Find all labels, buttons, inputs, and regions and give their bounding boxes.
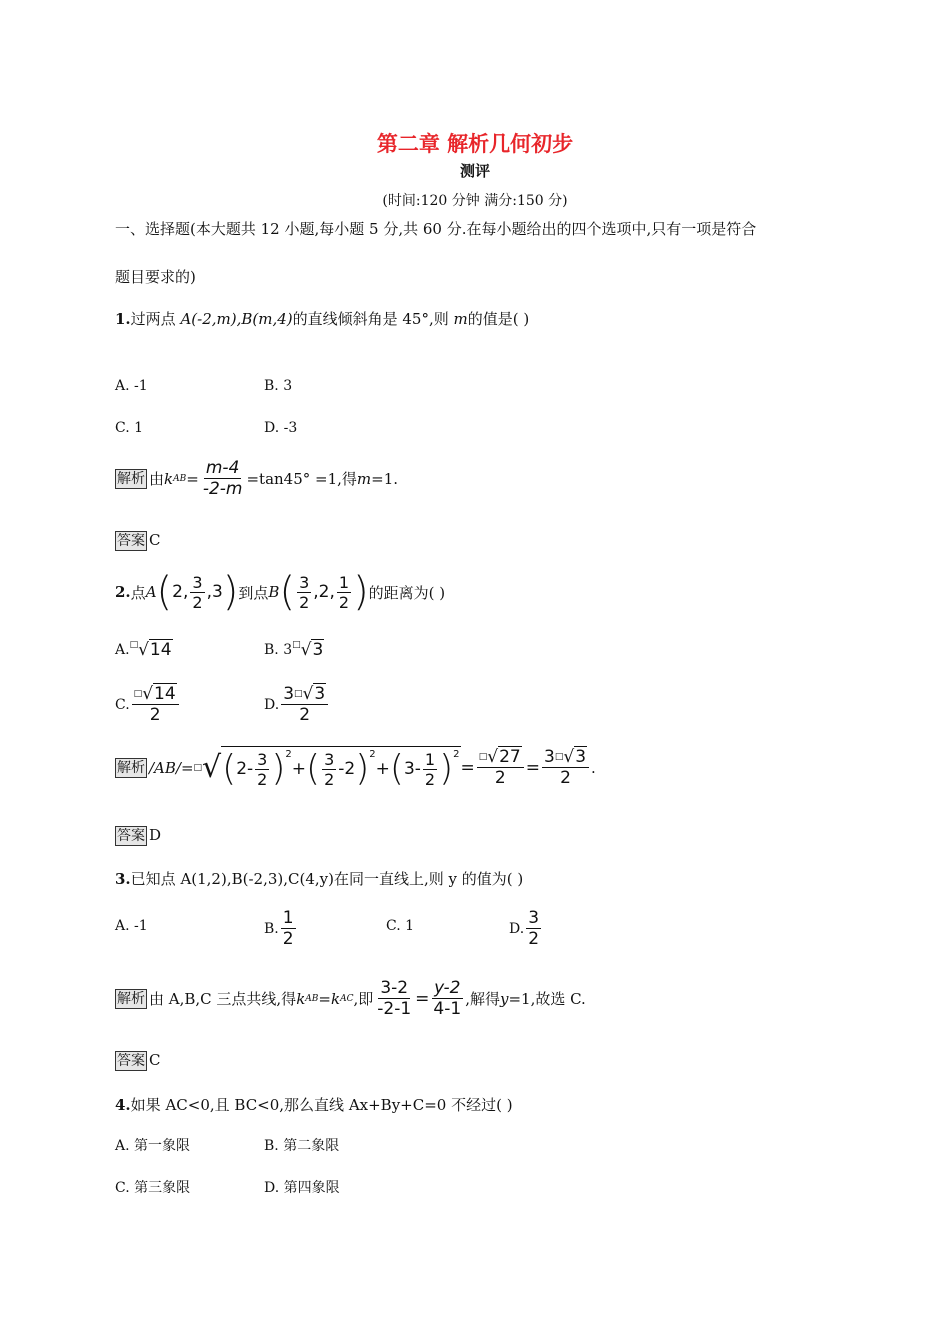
q2-option-c[interactable]: [115, 684, 181, 725]
q1-answer: [115, 531, 160, 551]
right-paren: ): [271, 748, 286, 789]
q4-option-c[interactable]: C. 第三象限: [115, 1180, 191, 1196]
option-label: B.: [264, 920, 279, 937]
term-text: -2: [338, 759, 356, 779]
question-3-stem: [115, 868, 523, 889]
radicand: 27: [499, 747, 521, 767]
page-subtitle: 测评: [459, 162, 490, 180]
fraction-numerator: 3: [528, 908, 540, 928]
fraction-denominator: 2: [528, 929, 540, 949]
exponent: 2: [453, 749, 460, 760]
term-fraction: [322, 750, 336, 789]
fraction-denominator: 4-1: [433, 999, 462, 1019]
fraction-numerator: □√14: [132, 684, 179, 705]
stem-text: 的直线倾斜角是 45°,则: [292, 310, 454, 328]
page-title: 第二章 解析几何初步: [376, 132, 574, 156]
slope-subscript: AB: [305, 993, 319, 1004]
equals-sign: =: [460, 757, 475, 778]
period: .: [591, 758, 596, 777]
term-fraction: [423, 750, 437, 789]
question-number: 3.: [115, 870, 131, 888]
fraction-denominator: 2: [299, 705, 311, 725]
option-label: D.: [264, 696, 280, 713]
q3-option-b[interactable]: [264, 908, 298, 949]
radicand: 3: [314, 684, 326, 704]
option-label: C.: [115, 696, 130, 713]
fraction-denominator: -2-1: [377, 999, 412, 1019]
stem-text: 如果 AC<0,且 BC<0,那么直线 Ax+By+C=0 不经过( ): [130, 1096, 513, 1114]
coord-text: 2,: [172, 582, 189, 602]
fraction-denominator: 2: [324, 769, 335, 789]
option-label: A.: [115, 642, 130, 658]
option-fraction: [526, 908, 541, 949]
slope-fraction: [201, 458, 245, 499]
radicand: 14: [154, 684, 176, 704]
slope-symbol: k: [330, 989, 341, 1008]
stem-text: 到点: [238, 583, 269, 602]
analysis-tag: 解析: [117, 470, 145, 487]
term-text: 3-: [403, 759, 421, 779]
fraction-denominator: 2: [192, 592, 203, 612]
question-4-stem: [115, 1094, 513, 1115]
left-paren: (: [156, 569, 173, 615]
answer-tag: 答案: [117, 1053, 145, 1069]
sqrt-expression: □√14: [129, 640, 172, 660]
q3-solution: [115, 978, 586, 1019]
fraction-numerator: 3: [257, 749, 268, 769]
solution-text: ,即: [353, 990, 374, 1008]
q2-option-d[interactable]: [264, 684, 330, 725]
stem-text: 已知点 A(1,2),B(-2,3),C(4,y)在同一直线上,则 y 的值为( ): [130, 870, 524, 888]
plus-sign: +: [375, 759, 390, 779]
term-fraction: [255, 750, 269, 789]
fraction-numerator: 3: [192, 572, 203, 592]
stem-text: 的值是( ): [467, 310, 530, 328]
equals-sign: =: [186, 469, 199, 488]
q4-option-a[interactable]: A. 第一象限: [115, 1138, 191, 1154]
result-fraction: [542, 747, 589, 788]
fraction-numerator: 3-2: [380, 978, 409, 998]
option-fraction: [281, 684, 328, 725]
coord-text: ,2,: [313, 582, 335, 602]
coord-fraction: [190, 573, 204, 612]
variable-m: m: [356, 469, 372, 488]
fraction-numerator: 3: [324, 749, 335, 769]
answer-tag: 答案: [117, 533, 145, 549]
question-2-stem: [115, 569, 446, 615]
slope-fraction: [431, 978, 463, 1019]
distance-sqrt: □ √ ( 2- $\frac{3}{2}$ ) $^2$ + ( $\frac{3}{2}$ -2 ) $^2$ + ( 3- $\frac{1}{2}$ ) $^2$: [193, 748, 460, 789]
right-paren: ): [353, 569, 369, 615]
question-number: 2.: [115, 583, 131, 601]
equals-sign: =: [415, 988, 430, 1009]
fraction-denominator: 2: [560, 768, 571, 788]
coord-text: ,3: [206, 582, 223, 602]
q3-answer: [115, 1051, 160, 1071]
section-heading-line1: 一、选择题(本大题共 12 小题,每小题 5 分,共 60 分.在每小题给出的四个选项中,只有一项是符合: [115, 220, 757, 238]
left-paren: (: [306, 748, 321, 789]
fraction-numerator: 1: [282, 908, 294, 928]
question-number: 4.: [115, 1096, 131, 1114]
exponent: 2: [369, 749, 376, 760]
slope-subscript: AC: [340, 993, 354, 1004]
answer-value: C: [149, 531, 161, 549]
fraction-denominator: 2: [494, 768, 506, 788]
option-label: D.: [509, 920, 525, 937]
option-fraction: [281, 908, 296, 949]
option-label: B. 3: [264, 642, 293, 658]
q1-option-c[interactable]: C. 1: [115, 420, 144, 436]
q4-option-b[interactable]: B. 第二象限: [264, 1138, 340, 1154]
analysis-tag: 解析: [117, 990, 145, 1007]
coefficient: 3: [544, 747, 555, 767]
radicand: 3: [575, 747, 587, 767]
q3-option-a[interactable]: A. -1: [115, 918, 148, 934]
fraction-numerator: m-4: [205, 458, 240, 478]
radicand: 3: [312, 640, 324, 660]
answer-value: C: [149, 1051, 161, 1069]
coord-fraction: [337, 573, 351, 612]
option-fraction: [132, 684, 179, 725]
radicand: 14: [149, 640, 172, 660]
fraction-numerator: 3□√3: [281, 684, 328, 705]
solution-text: =1.: [371, 469, 399, 488]
right-paren: ): [439, 748, 454, 789]
equals-sign: =: [525, 757, 540, 778]
q2-solution: [115, 746, 596, 789]
left-paren: (: [222, 748, 237, 789]
fraction-denominator: 2: [149, 705, 161, 725]
left-paren: (: [389, 748, 404, 789]
distance-label: /AB/=: [149, 758, 194, 777]
q1-option-d[interactable]: D. -3: [264, 420, 298, 436]
right-paren: ): [355, 748, 370, 789]
variable-y: y: [499, 989, 509, 1008]
plus-sign: +: [291, 759, 307, 779]
time-info: (时间:120 分钟 满分:150 分): [382, 193, 568, 209]
stem-text: 过两点: [130, 310, 181, 328]
left-paren: (: [279, 569, 296, 615]
variable-m: m: [453, 310, 468, 328]
stem-text: 的距离为( ): [368, 583, 446, 602]
fraction-numerator: 1: [338, 572, 350, 592]
fraction-numerator: y-2: [434, 978, 461, 998]
q1-solution: [115, 458, 398, 499]
fraction-numerator: □√27: [477, 747, 524, 768]
answer-tag: 答案: [117, 828, 145, 844]
coord-fraction: [297, 573, 311, 612]
fraction-denominator: 2: [257, 769, 268, 789]
slope-symbol: k: [164, 469, 174, 488]
solution-text: 由: [149, 470, 165, 488]
fraction-denominator: 2: [424, 769, 436, 789]
answer-value: D: [149, 826, 162, 844]
fraction-numerator: 3: [299, 572, 310, 592]
exponent: 2: [285, 749, 292, 760]
right-paren: ): [222, 569, 239, 615]
coefficient: 3: [283, 684, 295, 704]
question-1-stem: [115, 308, 529, 329]
fraction-denominator: -2-m: [202, 479, 243, 499]
solution-text: =1,故选 C.: [508, 990, 586, 1008]
question-number: 1.: [115, 310, 131, 328]
radicand: [221, 746, 460, 789]
fraction-denominator: 2: [338, 592, 350, 612]
q2-option-a[interactable]: [115, 640, 173, 660]
solution-text: 由 A,B,C 三点共线,得: [149, 990, 297, 1008]
solution-text: ,解得: [465, 990, 500, 1008]
slope-fraction: [375, 978, 413, 1019]
slope-subscript: AB: [173, 473, 187, 484]
q2-option-b[interactable]: [264, 640, 324, 660]
q3-option-c[interactable]: C. 1: [386, 918, 415, 934]
stem-text: 点: [130, 583, 146, 602]
term-text: 2-: [236, 759, 254, 779]
fraction-numerator: 1: [424, 749, 436, 769]
point-b-label: B: [268, 583, 280, 601]
fraction-denominator: 2: [299, 592, 310, 612]
equals-sign: =: [318, 989, 331, 1008]
points-text: A(-2,m),B(m,4): [180, 310, 293, 328]
solution-text: =tan45° =1,得: [246, 470, 357, 488]
q4-option-d[interactable]: D. 第四象限: [264, 1180, 340, 1196]
analysis-tag: 解析: [117, 759, 145, 776]
q3-option-d[interactable]: [509, 908, 543, 949]
fraction-numerator: 3□√3: [542, 747, 589, 768]
q2-answer: [115, 826, 161, 846]
fraction-denominator: 2: [282, 929, 294, 949]
slope-symbol: k: [296, 989, 306, 1008]
sqrt-expression: □√3: [292, 640, 324, 660]
q1-option-a[interactable]: A. -1: [115, 378, 148, 394]
point-a-label: A: [145, 583, 157, 601]
q1-option-b[interactable]: B. 3: [264, 378, 293, 394]
section-heading-line2: 题目要求的): [115, 268, 196, 286]
result-fraction: [477, 747, 524, 788]
